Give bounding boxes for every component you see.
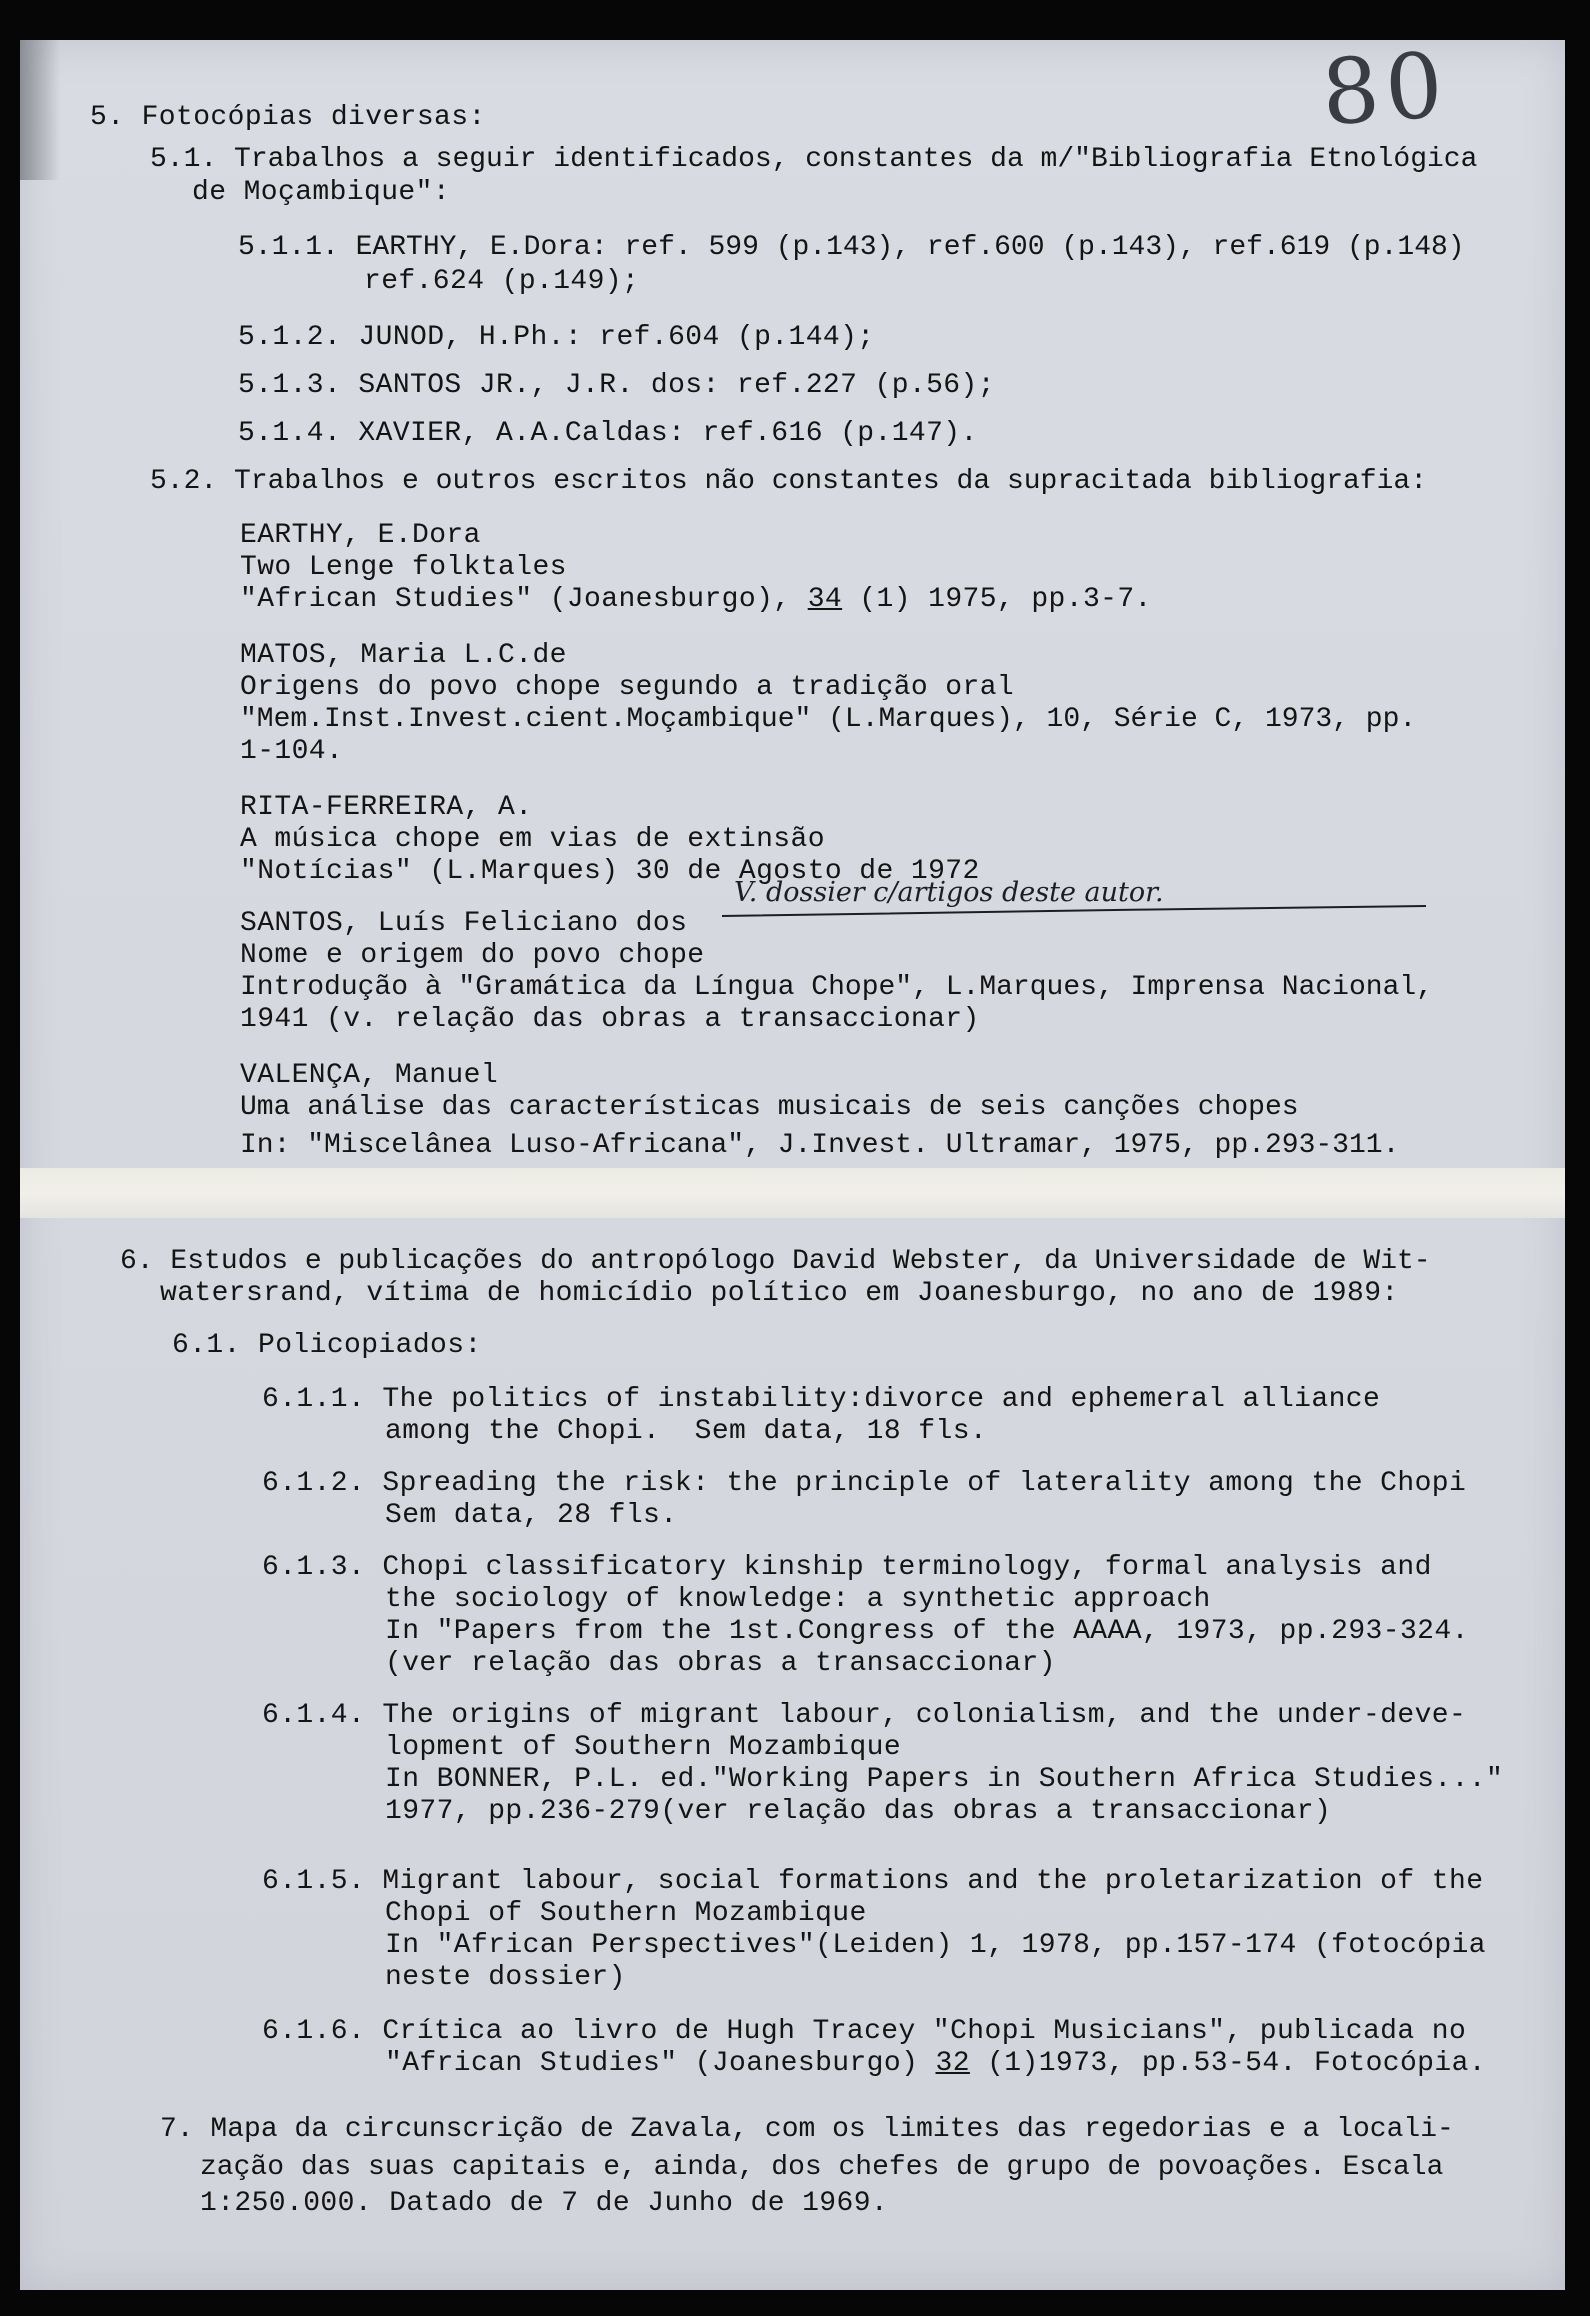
section-7-line-2: zação das suas capitais e, ainda, dos chefes de grupo de povoações. Escala xyxy=(200,2152,1444,2183)
section-6-1: 6.1. Policopiados: xyxy=(172,1330,482,1361)
valenca-source: In: "Miscelânea Luso-Africana", J.Invest. Ultramar, 1975, pp.293-311. xyxy=(240,1130,1400,1161)
handwritten-annotation: V. dossier c/artigos deste autor. xyxy=(734,877,1164,908)
santos-source-line-1: Introdução à "Gramática da Língua Chope", L.Marques, Imprensa Nacional, xyxy=(240,972,1433,1003)
earthy-author: EARTHY, E.Dora xyxy=(240,520,481,551)
document-page xyxy=(20,32,1565,2290)
section-5-1-line-2: de Moçambique": xyxy=(192,177,451,208)
section-5-1-1-line-1: 5.1.1. EARTHY, E.Dora: ref. 599 (p.143), ref.600 (p.143), ref.619 (p.148) xyxy=(238,232,1465,263)
rita-author: RITA-FERREIRA, A. xyxy=(240,792,533,823)
matos-author: MATOS, Maria L.C.de xyxy=(240,640,567,671)
handwritten-underline xyxy=(720,902,1430,922)
item-6-1-4-line-4: 1977, pp.236-279(ver relação das obras a transaccionar) xyxy=(385,1796,1332,1827)
rita-title: A música chope em vias de extinsão xyxy=(240,824,825,855)
handwritten-page-number: 80 xyxy=(1318,32,1453,147)
section-7-line-1: 7. Mapa da circunscrição de Zavala, com os limites das regedorias e a locali- xyxy=(160,2114,1454,2145)
item-6-1-4-line-2: lopment of Southern Mozambique xyxy=(385,1732,902,1763)
item-6-1-4-line-1: 6.1.4. The origins of migrant labour, colonialism, and the under-deve- xyxy=(262,1700,1467,1731)
item-6-1-3-line-3: In "Papers from the 1st.Congress of the AAAA, 1973, pp.293-324. xyxy=(385,1616,1469,1647)
section-5-1-1-line-2: ref.624 (p.149); xyxy=(364,266,640,297)
item-6-1-1-line-1: 6.1.1. The politics of instability:divorce and ephemeral alliance xyxy=(262,1384,1381,1415)
earthy-title: Two Lenge folktales xyxy=(240,552,567,583)
earthy-source: "African Studies" (Joanesburgo), 34 (1) 1975, pp.3-7. xyxy=(240,584,1152,615)
item-6-1-5-line-4: neste dossier) xyxy=(385,1962,626,1993)
matos-source-line-1: "Mem.Inst.Invest.cient.Moçambique" (L.Marques), 10, Série C, 1973, pp. xyxy=(240,704,1417,735)
section-5-heading: 5. Fotocópias diversas: xyxy=(90,102,486,133)
item-6-1-3-line-2: the sociology of knowledge: a synthetic approach xyxy=(385,1584,1211,1615)
item-6-1-2-line-2: Sem data, 28 fls. xyxy=(385,1500,678,1531)
item-6-1-5-line-2: Chopi of Southern Mozambique xyxy=(385,1898,867,1929)
section-5-1-4: 5.1.4. XAVIER, A.A.Caldas: ref.616 (p.147). xyxy=(238,418,978,449)
item-6-1-5-line-3: In "African Perspectives"(Leiden) 1, 1978, pp.157-174 (fotocópia xyxy=(385,1930,1486,1961)
rita-source: "Notícias" (L.Marques) 30 de Agosto de 1972 xyxy=(240,856,980,887)
santos-title: Nome e origem do povo chope xyxy=(240,940,705,971)
item-6-1-6-line-1: 6.1.6. Crítica ao livro de Hugh Tracey "Chopi Musicians", publicada no xyxy=(262,2016,1467,2047)
item-6-1-3-line-4: (ver relação das obras a transaccionar) xyxy=(385,1648,1056,1679)
section-5-1-2: 5.1.2. JUNOD, H.Ph.: ref.604 (p.144); xyxy=(238,322,875,353)
matos-title: Origens do povo chope segundo a tradição oral xyxy=(240,672,1015,703)
section-6-line-1: 6. Estudos e publicações do antropólogo David Webster, da Universidade de Wit- xyxy=(120,1246,1431,1277)
matos-source-line-2: 1-104. xyxy=(240,736,344,767)
item-6-1-3-line-1: 6.1.3. Chopi classificatory kinship terminology, formal analysis and xyxy=(262,1552,1432,1583)
item-6-1-1-line-2: among the Chopi. Sem data, 18 fls. xyxy=(385,1416,988,1447)
section-5-1-line-1: 5.1. Trabalhos a seguir identificados, constantes da m/"Bibliografia Etnológica xyxy=(150,144,1478,175)
santos-source-line-2: 1941 (v. relação das obras a transaccionar) xyxy=(240,1004,980,1035)
item-6-1-2-line-1: 6.1.2. Spreading the risk: the principle of laterality among the Chopi xyxy=(262,1468,1467,1499)
valenca-author: VALENÇA, Manuel xyxy=(240,1060,499,1091)
santos-author: SANTOS, Luís Feliciano dos xyxy=(240,908,688,939)
paper-overlap-band xyxy=(20,1168,1565,1218)
valenca-title: Uma análise das características musicais de seis canções chopes xyxy=(240,1092,1299,1123)
section-5-1-3: 5.1.3. SANTOS JR., J.R. dos: ref.227 (p.56); xyxy=(238,370,995,401)
section-6-line-2: watersrand, vítima de homicídio político em Joanesburgo, no ano de 1989: xyxy=(160,1278,1399,1309)
section-5-2: 5.2. Trabalhos e outros escritos não constantes da supracitada bibliografia: xyxy=(150,466,1428,497)
page-shadow xyxy=(20,40,60,180)
item-6-1-6-line-2: "African Studies" (Joanesburgo) 32 (1)1973, pp.53-54. Fotocópia. xyxy=(385,2048,1486,2079)
section-7-line-3: 1:250.000. Datado de 7 de Junho de 1969. xyxy=(200,2188,889,2219)
item-6-1-5-line-1: 6.1.5. Migrant labour, social formations and the proletarization of the xyxy=(262,1866,1484,1897)
item-6-1-4-line-3: In BONNER, P.L. ed."Working Papers in Southern Africa Studies..." xyxy=(385,1764,1504,1795)
